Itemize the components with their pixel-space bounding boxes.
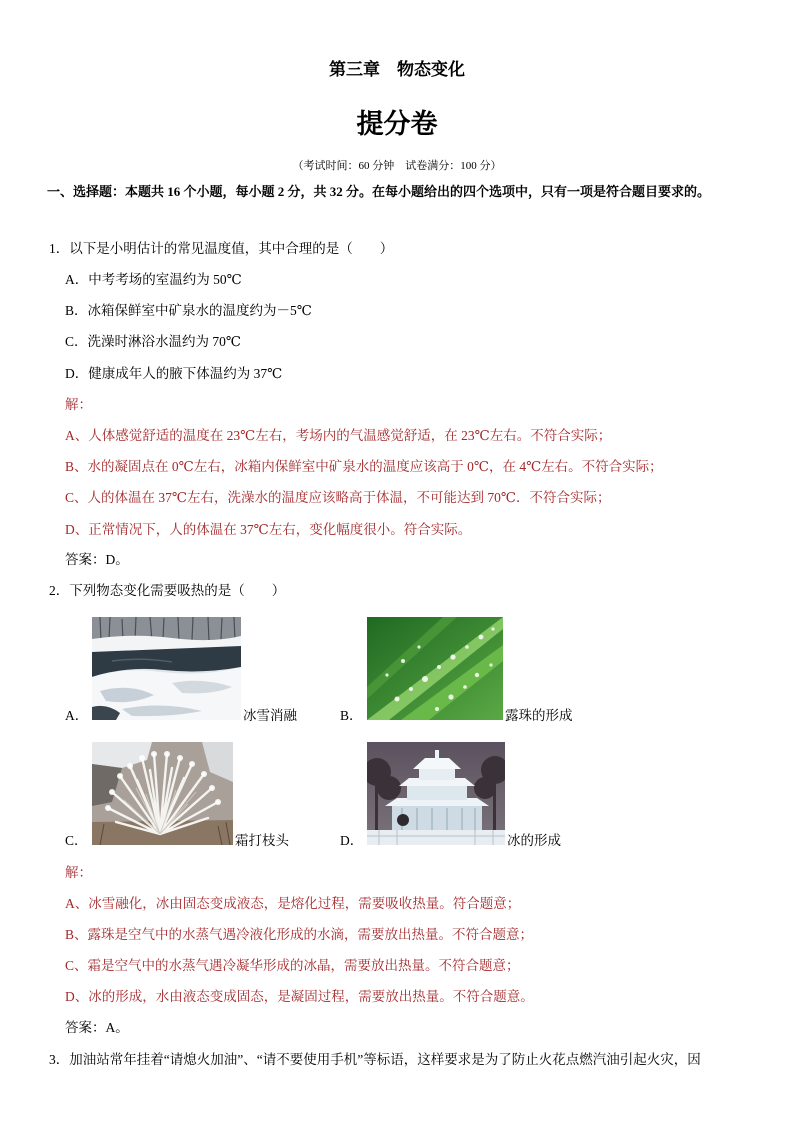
section-heading: 一、选择题：本题共 16 个小题，每小题 2 分，共 32 分。在每小题给出的四个选项中，只有一项是符合题目要求的。 xyxy=(47,184,711,199)
question-2-option-c-caption: 霜打枝头 xyxy=(235,833,289,848)
question-2-option-b-caption: 露珠的形成 xyxy=(505,708,573,723)
question-1-option-b: B．冰箱保鲜室中矿泉水的温度约为－5℃ xyxy=(65,303,312,318)
question-2-option-d-caption: 冰的形成 xyxy=(507,833,561,848)
question-1-stem: 1．以下是小明估计的常见温度值，其中合理的是（ ） xyxy=(49,241,394,256)
frost-branches-photo xyxy=(92,742,233,845)
question-1-option-a: A．中考考场的室温约为 50℃ xyxy=(65,272,242,287)
question-2-answer: 答案：A。 xyxy=(65,1020,129,1035)
question-2-solution-d: D、冰的形成，水由液态变成固态，是凝固过程，需要放出热量。不符合题意。 xyxy=(65,989,534,1004)
question-2-solution-b: B、露珠是空气中的水蒸气遇冷液化形成的水滴，需要放出热量。不符合题意； xyxy=(65,927,534,942)
question-2-option-a-label: A． xyxy=(65,708,89,723)
question-2-stem: 2．下列物态变化需要吸热的是（ ） xyxy=(49,583,286,598)
snow-melting-photo xyxy=(92,617,241,720)
question-1-option-c: C．洗澡时淋浴水温约为 70℃ xyxy=(65,334,241,349)
ice-sculpture-photo xyxy=(367,742,505,845)
exam-info: （考试时间：60 分钟 试卷满分：100 分） xyxy=(292,160,502,172)
question-1-solution-c: C、人的体温在 37℃左右，洗澡水的温度应该略高于体温，不可能达到 70℃．不符合实际； xyxy=(65,490,611,505)
question-1-option-d: D．健康成年人的腋下体温约为 37℃ xyxy=(65,366,283,381)
question-2-solution-a: A、冰雪融化，冰由固态变成液态，是熔化过程，需要吸收热量。符合题意； xyxy=(65,896,521,911)
question-1-solution-b: B、水的凝固点在 0℃左右，冰箱内保鲜室中矿泉水的温度应该高于 0℃，在 4℃左右。不符合实际； xyxy=(65,459,663,474)
question-2-solution-c: C、霜是空气中的水蒸气遇冷凝华形成的冰晶，需要放出热量。不符合题意； xyxy=(65,958,520,973)
chapter-title: 第三章 物态变化 xyxy=(329,60,465,79)
question-1-solution-a: A、人体感觉舒适的温度在 23℃左右，考场内的气温感觉舒适，在 23℃左右。不符合实际； xyxy=(65,428,612,443)
dew-drops-photo xyxy=(367,617,503,720)
question-2-option-a-caption: 冰雪消融 xyxy=(243,708,297,723)
question-2-solution-label: 解： xyxy=(65,865,92,880)
question-3-stem: 3．加油站常年挂着“请熄火加油”、“请不要使用手机”等标语，这样要求是为了防止火花点燃汽油引起火灾，因 xyxy=(49,1052,701,1067)
question-2-option-b-label: B． xyxy=(340,708,363,723)
question-1-answer: 答案：D。 xyxy=(65,552,129,567)
question-2-option-c-label: C． xyxy=(65,833,88,848)
paper-title: 提分卷 xyxy=(356,109,438,139)
question-1-solution-label: 解： xyxy=(65,397,92,412)
question-1-solution-d: D、正常情况下，人的体温在 37℃左右，变化幅度很小。符合实际。 xyxy=(65,522,472,537)
question-2-option-d-label: D． xyxy=(340,833,364,848)
